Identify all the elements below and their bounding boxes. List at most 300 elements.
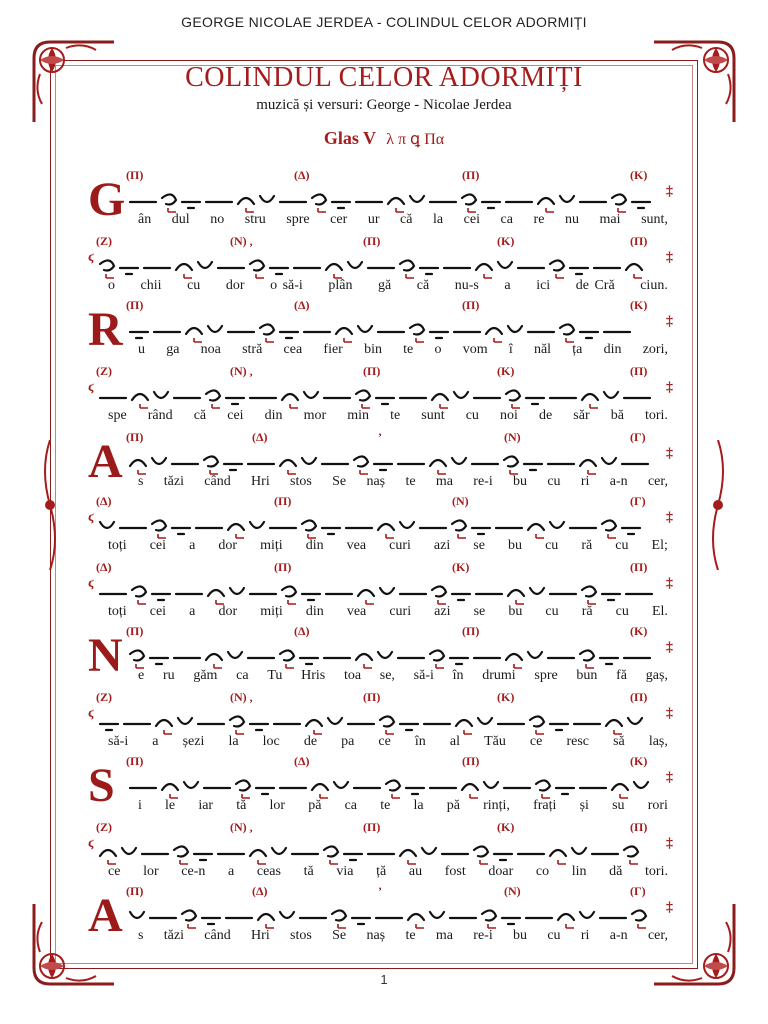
lyric-syllable: doar bbox=[488, 864, 514, 879]
lyric-syllable: din bbox=[305, 538, 324, 553]
lyric-syllable: găm bbox=[193, 668, 218, 683]
neume-staff bbox=[126, 316, 660, 344]
neume-sign bbox=[430, 650, 444, 660]
martyria-mark: (Δ) bbox=[96, 494, 112, 508]
cadence-icon: ‡ bbox=[666, 250, 673, 265]
neume-sign bbox=[324, 846, 338, 856]
martyria-mark: (Ζ) bbox=[96, 364, 112, 378]
martyria-mark: (Π) bbox=[126, 430, 144, 444]
lyric-syllable: rori bbox=[647, 798, 668, 813]
mode-label: Glas V bbox=[323, 128, 376, 148]
lyric-syllable: ri bbox=[580, 474, 590, 489]
cadence-icon: ‡ bbox=[666, 706, 673, 721]
neume-sign bbox=[580, 650, 594, 660]
lyric-syllable: ră bbox=[581, 604, 593, 619]
lyric-syllable: că bbox=[416, 278, 430, 293]
neume-sign bbox=[462, 784, 478, 790]
neume-sign bbox=[570, 268, 588, 274]
neume-sign bbox=[332, 910, 346, 920]
neume-line bbox=[96, 512, 660, 540]
neume-sign bbox=[560, 196, 574, 202]
lyrics-line bbox=[108, 864, 668, 880]
cadence-icon: ‡ bbox=[666, 510, 673, 525]
lyric-syllable: de Cră bbox=[575, 278, 615, 293]
lyric-syllable: azi bbox=[433, 538, 451, 553]
lyric-syllable: Hri bbox=[251, 928, 270, 943]
neume-sign bbox=[526, 398, 544, 404]
lyric-syllable: Hris bbox=[301, 668, 326, 683]
neume-sign bbox=[162, 784, 178, 790]
neume-sign bbox=[506, 390, 520, 400]
neume-sign bbox=[502, 918, 520, 924]
neume-sign bbox=[508, 590, 524, 596]
lyric-syllable: plân bbox=[328, 278, 353, 293]
lyric-syllable: chii bbox=[140, 278, 162, 293]
martyria-row bbox=[96, 494, 660, 508]
lyrics-line bbox=[108, 538, 668, 554]
neume-sign bbox=[100, 850, 116, 856]
lyric-syllable: tăzi bbox=[163, 928, 184, 943]
martyria-mark: (Π) bbox=[274, 560, 292, 574]
martyria-mark: (Π) bbox=[274, 494, 292, 508]
neume-sign bbox=[486, 328, 502, 334]
lyric-syllable: dor bbox=[225, 278, 245, 293]
lyric-syllable: a-n bbox=[609, 474, 628, 489]
neume-line bbox=[126, 448, 660, 476]
lyric-syllable: frați bbox=[533, 798, 557, 813]
lyric-syllable: re bbox=[533, 212, 545, 227]
neume-sign bbox=[580, 912, 594, 918]
phthora-icon: ϛ bbox=[88, 250, 94, 265]
lyric-syllable: ca bbox=[500, 212, 513, 227]
lyric-syllable: șezi bbox=[182, 734, 205, 749]
cadence-icon: ‡ bbox=[666, 314, 673, 329]
lyrics-line bbox=[138, 474, 668, 490]
neume-sign bbox=[194, 854, 212, 860]
neume-sign bbox=[206, 654, 222, 660]
neume-sign bbox=[582, 394, 598, 400]
lyric-syllable: din bbox=[603, 342, 622, 357]
neume-sign bbox=[238, 198, 254, 204]
lyric-syllable: stru bbox=[244, 212, 266, 227]
lyric-syllable: resc bbox=[566, 734, 589, 749]
neume-sign bbox=[358, 326, 372, 332]
lyric-syllable: din bbox=[305, 604, 324, 619]
lyric-syllable: al bbox=[449, 734, 460, 749]
lyric-syllable: ma bbox=[435, 928, 453, 943]
neume-sign bbox=[628, 718, 642, 724]
neume-sign bbox=[612, 194, 626, 204]
chant-row bbox=[0, 234, 768, 298]
cadence-icon: ‡ bbox=[666, 576, 673, 591]
lyric-syllable: să-i bbox=[108, 734, 129, 749]
martyria-mark: (Π) bbox=[462, 298, 480, 312]
martyria-mark: (Ν) , bbox=[230, 690, 253, 704]
neume-sign bbox=[302, 520, 316, 530]
martyria-mark: (Π) bbox=[630, 820, 648, 834]
lyric-syllable: la bbox=[228, 734, 239, 749]
lyric-syllable: cu bbox=[547, 928, 561, 943]
lyric-syllable: su bbox=[612, 798, 625, 813]
neume-sign bbox=[152, 594, 170, 600]
neume-sign bbox=[154, 392, 168, 398]
lyrics-line bbox=[108, 278, 668, 294]
martyria-mark: (Π) bbox=[363, 364, 381, 378]
lyric-syllable: ciun. bbox=[640, 278, 668, 293]
lyric-syllable: din bbox=[264, 408, 283, 423]
neume-sign bbox=[236, 780, 250, 790]
neume-sign bbox=[258, 914, 274, 920]
initial-letter: S bbox=[88, 759, 115, 812]
lyric-syllable: naș bbox=[366, 474, 386, 489]
lyric-syllable: ri bbox=[580, 928, 590, 943]
initial-letter: R bbox=[88, 303, 123, 356]
lyric-syllable: vom bbox=[462, 342, 488, 357]
neume-sign bbox=[530, 716, 544, 726]
martyria-row bbox=[126, 624, 660, 638]
neume-sign bbox=[400, 260, 414, 270]
neume-sign bbox=[558, 914, 574, 920]
lyric-syllable: a bbox=[228, 864, 235, 879]
martyria-mark: (Κ) bbox=[497, 820, 515, 834]
lyric-syllable: la bbox=[413, 798, 424, 813]
martyria-mark: ’ bbox=[378, 884, 382, 898]
lyric-syllable: laș, bbox=[648, 734, 668, 749]
neume-sign bbox=[550, 260, 564, 270]
lyric-syllable: a bbox=[504, 278, 511, 293]
neume-sign bbox=[528, 652, 542, 658]
neume-sign bbox=[602, 520, 616, 530]
martyria-mark: (Κ) bbox=[630, 624, 648, 638]
martyria-row bbox=[96, 820, 660, 834]
neume-sign bbox=[172, 528, 190, 534]
neume-line bbox=[96, 382, 660, 410]
neume-staff bbox=[96, 252, 660, 280]
lyric-syllable: azi bbox=[434, 604, 451, 619]
neume-sign bbox=[508, 326, 522, 332]
lyric-syllable: rând bbox=[147, 408, 173, 423]
page-subtitle: muzică și versuri: George - Nicolae Jerdea bbox=[256, 97, 512, 113]
neume-sign bbox=[538, 198, 554, 204]
lyric-syllable: mai bbox=[599, 212, 621, 227]
mode-indicator bbox=[0, 128, 768, 149]
martyria-mark: (Π) bbox=[126, 754, 144, 768]
lyric-syllable: ce-n bbox=[181, 864, 206, 879]
neume-sign bbox=[600, 658, 618, 664]
neume-sign bbox=[208, 326, 222, 332]
neume-sign bbox=[430, 332, 448, 338]
martyria-mark: (Ν) bbox=[504, 884, 521, 898]
neume-sign bbox=[504, 456, 518, 466]
lyric-syllable: pă bbox=[308, 798, 322, 813]
martyria-mark: (Π) bbox=[630, 560, 648, 574]
martyria-mark: (Γ) bbox=[630, 884, 646, 898]
neume-sign bbox=[456, 720, 472, 726]
neume-sign bbox=[152, 520, 166, 530]
lyric-syllable: vea bbox=[346, 604, 367, 619]
chant-row bbox=[0, 820, 768, 884]
lyric-syllable: El; bbox=[651, 538, 668, 553]
cadence-icon: ‡ bbox=[666, 446, 673, 461]
cadence-icon: ‡ bbox=[666, 770, 673, 785]
neume-sign bbox=[452, 594, 470, 600]
mode-sign: λ π ꝗ Πα bbox=[386, 131, 445, 148]
cadence-icon: ‡ bbox=[666, 380, 673, 395]
neume-sign bbox=[528, 524, 544, 530]
neume-sign bbox=[388, 198, 404, 204]
neume-sign bbox=[250, 522, 264, 528]
lyric-syllable: toa bbox=[343, 668, 362, 683]
lyric-syllable: no bbox=[210, 212, 225, 227]
martyria-row bbox=[96, 560, 660, 574]
chant-row bbox=[0, 624, 768, 688]
initial-letter: N bbox=[88, 629, 123, 682]
martyria-mark: (Π) bbox=[363, 234, 381, 248]
martyria-row bbox=[126, 754, 660, 768]
martyria-mark: (Δ) bbox=[252, 884, 268, 898]
neume-staff bbox=[126, 902, 660, 930]
neume-sign bbox=[632, 910, 646, 920]
lyric-syllable: u bbox=[138, 342, 145, 357]
neume-staff bbox=[126, 772, 660, 800]
neume-sign bbox=[228, 652, 242, 658]
neume-sign bbox=[132, 394, 148, 400]
lyric-syllable: î bbox=[508, 342, 513, 357]
neume-sign bbox=[270, 268, 288, 274]
neume-sign bbox=[312, 784, 328, 790]
lyric-syllable: Se bbox=[332, 474, 347, 489]
neume-sign bbox=[282, 586, 296, 596]
neume-sign bbox=[400, 850, 416, 856]
neume-sign bbox=[304, 392, 318, 398]
lyric-syllable: a bbox=[152, 734, 159, 749]
lyric-syllable: au bbox=[408, 864, 423, 879]
lyric-syllable: lor bbox=[143, 864, 159, 879]
chant-row bbox=[0, 430, 768, 494]
neume-sign bbox=[624, 846, 638, 856]
lyric-syllable: bu bbox=[513, 928, 528, 943]
lyric-syllable: fă bbox=[616, 668, 628, 683]
neume-sign bbox=[478, 718, 492, 724]
lyric-syllable: miți bbox=[260, 538, 283, 553]
martyria-row bbox=[126, 430, 660, 444]
neume-sign bbox=[132, 586, 146, 596]
neume-sign bbox=[300, 658, 318, 664]
lyrics-line bbox=[138, 212, 668, 228]
neume-sign bbox=[484, 782, 498, 788]
lyric-syllable: cer bbox=[330, 212, 348, 227]
lyric-syllable: la bbox=[433, 212, 444, 227]
neume-sign bbox=[122, 848, 136, 854]
phthora-icon: ϛ bbox=[88, 836, 94, 851]
neume-sign bbox=[386, 780, 400, 790]
neume-sign bbox=[580, 332, 598, 338]
lyric-syllable: că bbox=[400, 212, 413, 227]
cadence-icon: ‡ bbox=[666, 900, 673, 915]
neume-sign bbox=[356, 654, 372, 660]
lyric-syllable: se bbox=[473, 604, 486, 619]
neume-sign bbox=[374, 464, 392, 470]
neume-sign bbox=[348, 262, 362, 268]
lyric-syllable: să bbox=[613, 734, 625, 749]
lyric-syllable: dor bbox=[218, 604, 238, 619]
neume-sign bbox=[250, 724, 268, 730]
lyric-syllable: nu-s bbox=[454, 278, 479, 293]
neume-sign bbox=[550, 850, 566, 856]
lyric-syllable: spe bbox=[108, 408, 127, 423]
lyric-syllable: dor bbox=[218, 538, 238, 553]
neume-line bbox=[96, 708, 660, 736]
lyric-syllable: via bbox=[336, 864, 354, 879]
neume-sign bbox=[226, 398, 244, 404]
lyric-syllable: cu bbox=[615, 604, 629, 619]
martyria-mark: (Π) bbox=[126, 624, 144, 638]
neume-line bbox=[126, 186, 660, 214]
martyria-row bbox=[126, 298, 660, 312]
neume-sign bbox=[524, 464, 542, 470]
neume-sign bbox=[454, 392, 468, 398]
neume-sign bbox=[420, 268, 438, 274]
lyric-syllable: ca bbox=[344, 798, 358, 813]
martyria-mark: (Ζ) bbox=[96, 820, 112, 834]
neume-sign bbox=[452, 520, 466, 530]
martyria-mark: (Π) bbox=[630, 234, 648, 248]
neume-staff bbox=[126, 186, 660, 214]
neume-sign bbox=[280, 332, 298, 338]
lyric-syllable: ța bbox=[572, 342, 583, 357]
lyrics-line bbox=[138, 928, 668, 944]
lyric-syllable: se bbox=[473, 538, 485, 553]
neume-sign bbox=[302, 594, 320, 600]
lyric-syllable: bu bbox=[513, 474, 528, 489]
lyric-syllable: tori. bbox=[644, 408, 668, 423]
lyric-syllable: cu bbox=[465, 408, 479, 423]
neume-sign bbox=[498, 262, 512, 268]
neume-sign bbox=[228, 524, 244, 530]
neume-sign bbox=[612, 784, 628, 790]
lyric-syllable: săr bbox=[573, 408, 590, 423]
lyric-syllable: cei bbox=[227, 408, 244, 423]
neume-sign bbox=[432, 394, 448, 400]
neume-sign bbox=[282, 394, 298, 400]
neume-line bbox=[126, 642, 660, 670]
chant-row bbox=[0, 754, 768, 818]
lyric-syllable: miți bbox=[260, 604, 283, 619]
lyric-syllable: rinți, bbox=[483, 798, 510, 813]
neume-sign bbox=[130, 332, 148, 338]
lyric-syllable: e bbox=[138, 668, 145, 683]
neume-sign bbox=[482, 202, 500, 208]
neume-sign bbox=[536, 780, 550, 790]
neume-sign bbox=[430, 912, 444, 918]
lyric-syllable: cei bbox=[463, 212, 480, 227]
chant-row bbox=[0, 690, 768, 754]
neume-sign bbox=[260, 196, 274, 202]
martyria-mark: (Π) bbox=[363, 820, 381, 834]
neume-sign bbox=[352, 918, 370, 924]
lyric-syllable: ce bbox=[529, 734, 543, 749]
neume-sign bbox=[162, 194, 176, 204]
neume-sign bbox=[422, 848, 436, 854]
neume-sign bbox=[530, 588, 544, 594]
neume-sign bbox=[328, 718, 342, 724]
neume-sign bbox=[130, 912, 144, 918]
neume-sign bbox=[472, 528, 490, 534]
neume-sign bbox=[224, 464, 242, 470]
lyric-syllable: nu bbox=[564, 212, 579, 227]
neume-sign bbox=[408, 914, 424, 920]
lyrics-line bbox=[108, 734, 668, 750]
neume-sign bbox=[482, 910, 496, 920]
neume-sign bbox=[174, 846, 188, 856]
neume-line bbox=[126, 902, 660, 930]
lyrics-line bbox=[138, 342, 668, 358]
lyric-syllable: gă bbox=[378, 278, 392, 293]
martyria-mark: ’ bbox=[378, 430, 382, 444]
martyria-mark: (Δ) bbox=[252, 430, 268, 444]
martyria-mark: (Κ) bbox=[497, 364, 515, 378]
neume-sign bbox=[306, 720, 322, 726]
phthora-icon: ϛ bbox=[88, 576, 94, 591]
lyric-syllable: ce bbox=[108, 864, 121, 879]
lyric-syllable: cu bbox=[187, 278, 201, 293]
lyric-syllable: o bbox=[108, 278, 115, 293]
neume-sign bbox=[260, 324, 274, 334]
lyric-syllable: co bbox=[535, 864, 550, 879]
neume-sign bbox=[358, 590, 374, 596]
lyric-syllable: o bbox=[434, 342, 442, 357]
neume-sign bbox=[494, 854, 512, 860]
neume-sign bbox=[250, 260, 264, 270]
lyric-syllable: când bbox=[204, 474, 231, 489]
lyric-syllable: cei bbox=[149, 604, 167, 619]
martyria-mark: (Κ) bbox=[497, 690, 515, 704]
neume-staff bbox=[96, 708, 660, 736]
neume-sign bbox=[152, 458, 166, 464]
martyria-mark: (Δ) bbox=[294, 624, 310, 638]
neume-staff bbox=[126, 448, 660, 476]
lyric-syllable: cu bbox=[545, 604, 559, 619]
neume-line bbox=[126, 316, 660, 344]
neume-sign bbox=[186, 328, 202, 334]
martyria-mark: (Δ) bbox=[294, 168, 310, 182]
lyric-syllable: stră bbox=[242, 342, 263, 357]
lyric-syllable: de bbox=[538, 408, 553, 423]
lyric-syllable: toți bbox=[108, 604, 127, 619]
martyria-mark: (Π) bbox=[126, 298, 144, 312]
lyric-syllable: dul bbox=[171, 212, 190, 227]
lyric-syllable: bin bbox=[364, 342, 382, 357]
lyric-syllable: fost bbox=[444, 864, 466, 879]
lyric-syllable: i bbox=[138, 798, 142, 813]
lyric-syllable: s bbox=[138, 928, 144, 943]
neume-sign bbox=[130, 460, 146, 466]
lyrics-line bbox=[138, 798, 668, 814]
neume-sign bbox=[582, 586, 596, 596]
neume-sign bbox=[604, 392, 618, 398]
lyric-syllable: în bbox=[414, 734, 426, 749]
neume-sign bbox=[250, 850, 266, 856]
lyric-syllable: năl bbox=[533, 342, 552, 357]
lyric-syllable: bu bbox=[508, 604, 523, 619]
martyria-row bbox=[126, 884, 660, 898]
neume-sign bbox=[336, 328, 352, 334]
martyria-mark: (Γ) bbox=[630, 430, 646, 444]
neume-sign bbox=[474, 846, 488, 856]
neume-sign bbox=[462, 194, 476, 204]
lyric-syllable: și bbox=[579, 798, 589, 813]
lyric-syllable: ce bbox=[378, 734, 391, 749]
